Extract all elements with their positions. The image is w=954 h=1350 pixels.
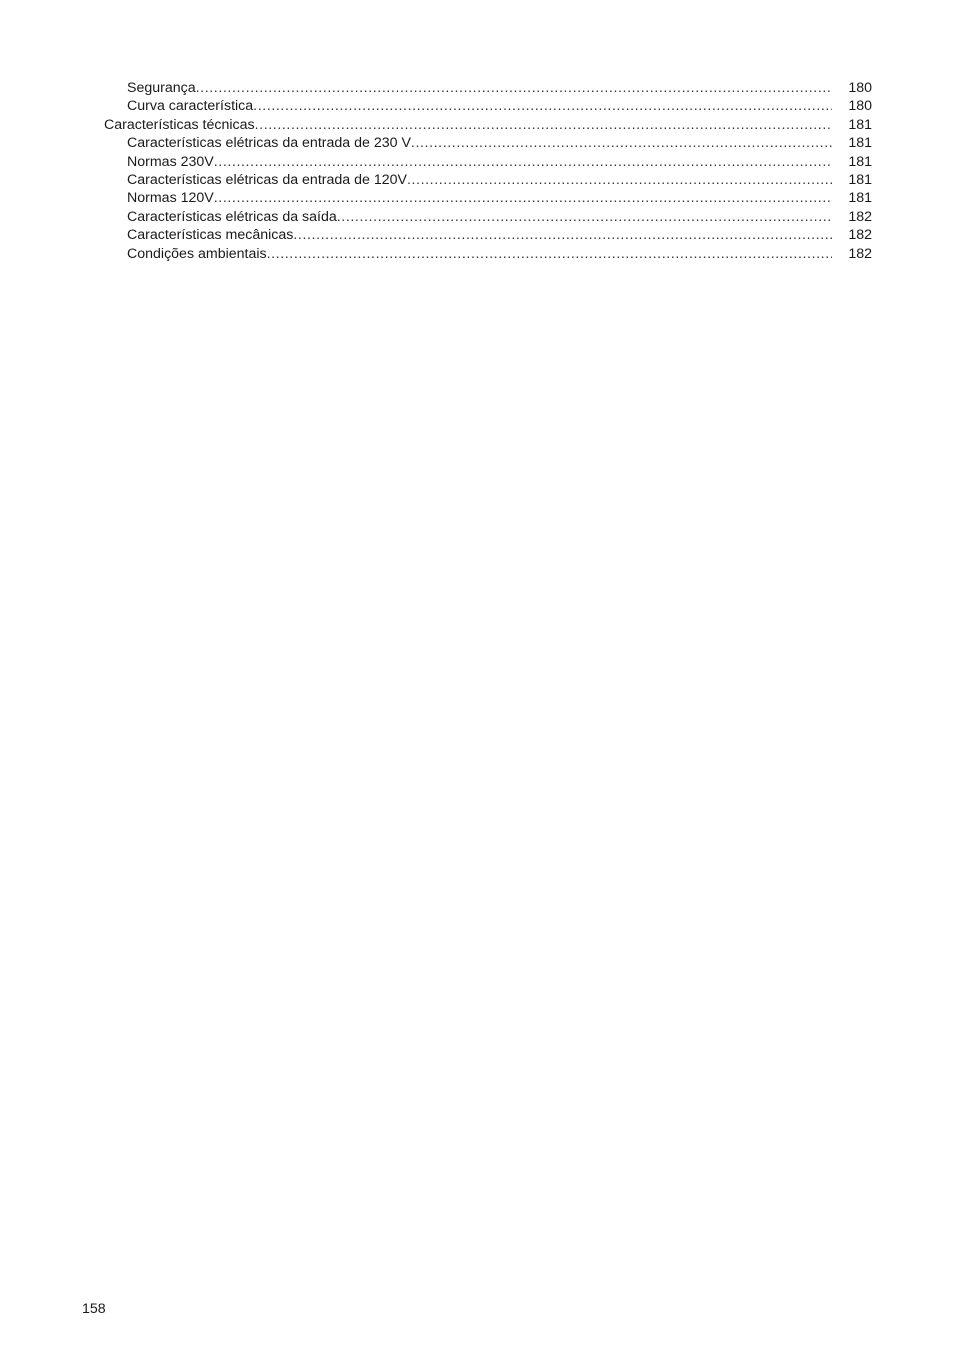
toc-dot-leader — [407, 171, 832, 189]
toc-entry[interactable] — [104, 245, 872, 263]
toc-dot-leader — [255, 116, 832, 134]
toc-entry-label: Características elétricas da saída — [127, 208, 337, 225]
toc-entry[interactable] — [104, 226, 872, 244]
toc-entry-label: Segurança — [127, 80, 196, 96]
toc-dot-leader — [196, 79, 832, 97]
toc-entry-label: Características elétricas da entrada de 230 V — [127, 135, 411, 152]
toc-entry[interactable] — [104, 97, 872, 115]
toc-entry-label: Normas 120V — [127, 190, 214, 207]
page-number: 158 — [82, 1301, 106, 1317]
table-of-contents — [104, 79, 872, 263]
toc-entry-page: 182 — [848, 227, 872, 244]
toc-entry[interactable] — [104, 189, 872, 207]
toc-dot-leader — [214, 189, 832, 207]
toc-entry-label: Curva característica — [127, 98, 254, 115]
toc-entry[interactable] — [104, 153, 872, 171]
toc-entry[interactable] — [104, 116, 872, 134]
toc-entry-page: 181 — [848, 116, 872, 133]
toc-entry-page: 181 — [848, 135, 872, 152]
toc-dot-leader — [267, 245, 832, 263]
toc-entry-label: Características técnicas — [104, 116, 255, 133]
toc-entry-page: 180 — [848, 80, 872, 96]
toc-entry-page: 182 — [848, 245, 872, 262]
toc-dot-leader — [214, 153, 832, 171]
toc-entry[interactable] — [104, 208, 872, 226]
toc-entry-label: Características elétricas da entrada de 120V — [127, 172, 407, 189]
toc-entry-page: 181 — [848, 153, 872, 170]
toc-entry-page: 180 — [848, 98, 872, 115]
toc-dot-leader — [293, 226, 832, 244]
toc-entry-page: 181 — [848, 172, 872, 189]
toc-entry-label: Normas 230V — [127, 153, 214, 170]
toc-entry-label: Características mecânicas — [127, 227, 294, 244]
toc-entry[interactable] — [104, 134, 872, 152]
toc-entry[interactable] — [104, 171, 872, 189]
toc-entry[interactable] — [104, 79, 872, 97]
toc-entry-label: Condições ambientais — [127, 245, 267, 262]
toc-dot-leader — [337, 208, 832, 226]
toc-entry-page: 181 — [848, 190, 872, 207]
toc-dot-leader — [411, 134, 832, 152]
toc-dot-leader — [253, 97, 832, 115]
toc-entry-page: 182 — [848, 208, 872, 225]
